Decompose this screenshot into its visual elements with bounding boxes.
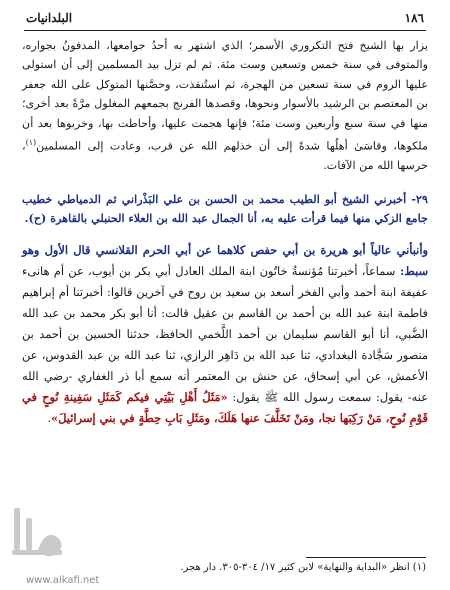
- header-rule: [24, 30, 426, 31]
- alkafi-logo-icon: [6, 498, 70, 568]
- footnote-marker[interactable]: (١): [25, 138, 37, 148]
- hadith-end: .: [47, 411, 52, 426]
- paragraph-history-end: ، حرسها الله من الآفات.: [22, 139, 428, 173]
- paragraph-history: [22, 36, 428, 176]
- hadith-narration: [22, 240, 428, 429]
- narration-chain: سماعاً، أخبرتنا مُؤنسةُ خاتُون ابنة الملك العادل أبي بكر بن أيوب، عن أم هانىء عفيفة ابنة أحمد وأبي الفخر أسعد بن سعيد بن روح في آخرين قالوا: أخبرتنا أم إبراهيم فاطمة ابنة عبد الله بن أحمد بن القاسم بن عقيل قالت: أنا أبو بكر محمد بن عبد الله الضَّبي، أنا أبو القاسم سليمان بن أحمد اللَّخمي الحافظ، حدثنا الحسين بن أحمد بن منصور سَجَّادة البغدادي، ثنا عبد الله بن دَاهِر الرازي، ثنا عبد الله بن عبد القدوس، عن الأعمش، عن أبي إسحاق، عن حنش بن المعتمر أنه سمع أبا ذر الغفاري -رضي الله عنه- يقول: سمعت رسول الله ﷺ يقول:: [22, 264, 428, 405]
- hadith-29-chain: ٢٩- أخبرني الشيخ أبو الطيب محمد بن الحسن بن علي البَذْراني ثم الدمياطي خطيب جامع الزكي منها فيما قرأت عليه به، أنا الجمال عبد الله بن العلاء الحنبلي بالقاهرة (ح).: [22, 191, 428, 225]
- paragraph-history-text: يزار بها الشيخ فتح التكروري الأسمر؛ الذي اشتهر به أحدُ جوامعها، المدفونُ بجواره، والمتوفى في سنة خمس وتسعين وست مئة. ثم لم تزل بيد المسلمين إلى أن استولى عليها الروم في سنة تسعين من الهجرة، ثم استُنقذت، وحصَّنها المتوكل على الله جعفر بن المعتصم بن الرشيد بالأسوار ونحوها، وقصدها الفرنج بجمعهم المغلول مرَّةً بعد أخرى؛ منها في سنة سبع وأربعين وست مئة؛ فإنها هجمت عليها، وأحاطت بها، وخربوها بعد أن ملكوها، وقاسَىٰ أهلُها شدةً إلى أن خذلهم الله عن قرب، وعادت إلى المسلمين: [22, 39, 428, 153]
- footnote: (١) انظر «البداية والنهاية» لابن كثير ١٧/ ٣٠٤-٣٠٥. دار هجر.: [180, 562, 426, 573]
- site-url[interactable]: www.alkafi.net: [26, 575, 100, 586]
- footnote-rule: [306, 557, 426, 558]
- page-number: ١٨٦: [404, 11, 424, 25]
- book-title: البلدانيات: [26, 11, 73, 25]
- page-body: [22, 36, 428, 429]
- page-header: [26, 8, 424, 28]
- narration-opening: وأنبأني عالياً أبو هريرة بن أبي حفص كلاهما عن أبي الحرم القلانسي قال الأول وهو سبط:: [22, 243, 428, 279]
- hadith-text: «مَثَلُ أَهْلِ بَيْتِي فيكم كَمَثَلِ سَفِينةِ نُوحٍ في قَوْمِ نُوحٍ، مَنْ رَكِبَها نجا، ومَنْ تَخَلَّفَ عنها هَلَكَ، ومَثَلِ بَابِ حِطَّةٍ في بني إسرائيلَ»: [22, 390, 428, 426]
